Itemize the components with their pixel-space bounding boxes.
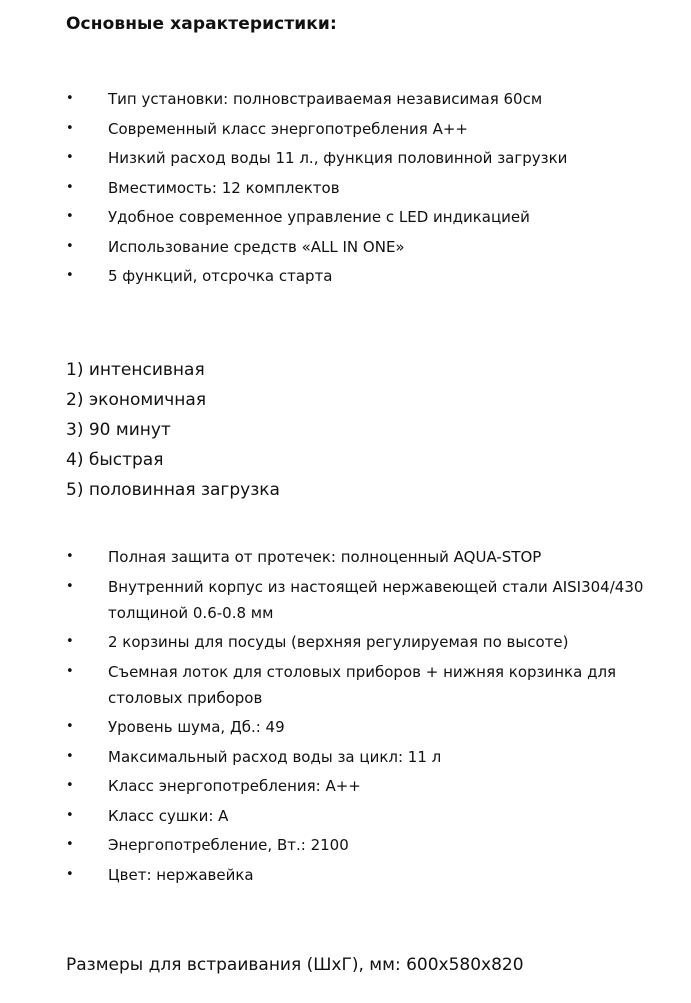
list-item-text: Удобное современное управление с LED индикацией xyxy=(108,208,530,226)
list-item xyxy=(0,744,691,770)
list-item-text: Класс сушки: А xyxy=(108,806,229,825)
bullet-icon: • xyxy=(66,179,74,195)
list-item-text: Класс энергопотребления: А++ xyxy=(108,777,361,795)
list-item-text: Максимальный расход воды за цикл: 11 л xyxy=(108,747,442,766)
list-item xyxy=(0,659,691,711)
bullet-icon: • xyxy=(66,150,74,165)
list-item xyxy=(0,263,691,289)
list-item-text: Использование средств «ALL IN ONE» xyxy=(108,237,405,256)
bullet-icon: • xyxy=(66,120,74,136)
list-item xyxy=(0,145,691,171)
features-list-secondary xyxy=(0,544,691,891)
bullet-icon: • xyxy=(66,549,74,564)
bullet-icon: • xyxy=(66,663,74,679)
list-item-text: Вместимость: 12 комплектов xyxy=(108,178,340,197)
list-item xyxy=(0,629,691,655)
section-heading: Основные характеристики: xyxy=(66,14,337,34)
bullet-icon: • xyxy=(66,837,74,852)
bullet-icon: • xyxy=(66,719,74,734)
list-item-text: Цвет: нержавейка xyxy=(108,865,254,884)
program-item: 1) интенсивная xyxy=(66,360,205,380)
list-item-text: Внутренний корпус из настоящей нержавеющей стали AISI304/430 толщиной 0.6-0.8 мм xyxy=(108,577,644,622)
bullet-icon: • xyxy=(66,748,74,764)
program-item: 4) быстрая xyxy=(66,450,164,470)
bullet-icon: • xyxy=(66,778,74,793)
list-item-text: 2 корзины для посуды (верхняя регулируемая по высоте) xyxy=(108,633,569,651)
list-item-text: Энергопотребление, Вт.: 2100 xyxy=(108,836,349,854)
program-item: 2) экономичная xyxy=(66,390,207,410)
list-item xyxy=(0,86,691,112)
bullet-icon: • xyxy=(66,866,74,882)
list-item-text: Тип установки: полновстраиваемая независимая 60см xyxy=(108,90,543,108)
list-item xyxy=(0,116,691,142)
list-item xyxy=(0,175,691,201)
list-item xyxy=(0,803,691,829)
list-item-text: Уровень шума, Дб.: 49 xyxy=(108,718,285,736)
bullet-icon: • xyxy=(66,209,74,224)
program-item: 5) половинная загрузка xyxy=(66,480,280,500)
list-item xyxy=(0,544,691,570)
dimensions-text: Размеры для встраивания (ШхГ), мм: 600х580х820 xyxy=(66,955,524,975)
list-item-text: Полная защита от протечек: полноценный AQUA-STOP xyxy=(108,548,542,566)
features-list-primary xyxy=(0,86,691,293)
list-item-text: Съемная лоток для столовых приборов + нижняя корзинка для столовых приборов xyxy=(108,662,617,707)
bullet-icon: • xyxy=(66,634,74,649)
bullet-icon: • xyxy=(66,238,74,254)
programs-list xyxy=(66,355,280,505)
list-item xyxy=(0,773,691,799)
list-item-text: 5 функций, отсрочка старта xyxy=(108,267,333,285)
list-item-text: Низкий расход воды 11 л., функция половинной загрузки xyxy=(108,149,568,167)
list-item xyxy=(0,714,691,740)
bullet-icon: • xyxy=(66,268,74,283)
bullet-icon: • xyxy=(66,91,74,106)
list-item xyxy=(0,862,691,888)
program-item: 3) 90 минут xyxy=(66,420,171,440)
bullet-icon: • xyxy=(66,578,74,594)
list-item xyxy=(0,574,691,626)
list-item xyxy=(0,204,691,230)
list-item xyxy=(0,832,691,858)
list-item xyxy=(0,234,691,260)
list-item-text: Современный класс энергопотребления А++ xyxy=(108,119,468,138)
bullet-icon: • xyxy=(66,807,74,823)
